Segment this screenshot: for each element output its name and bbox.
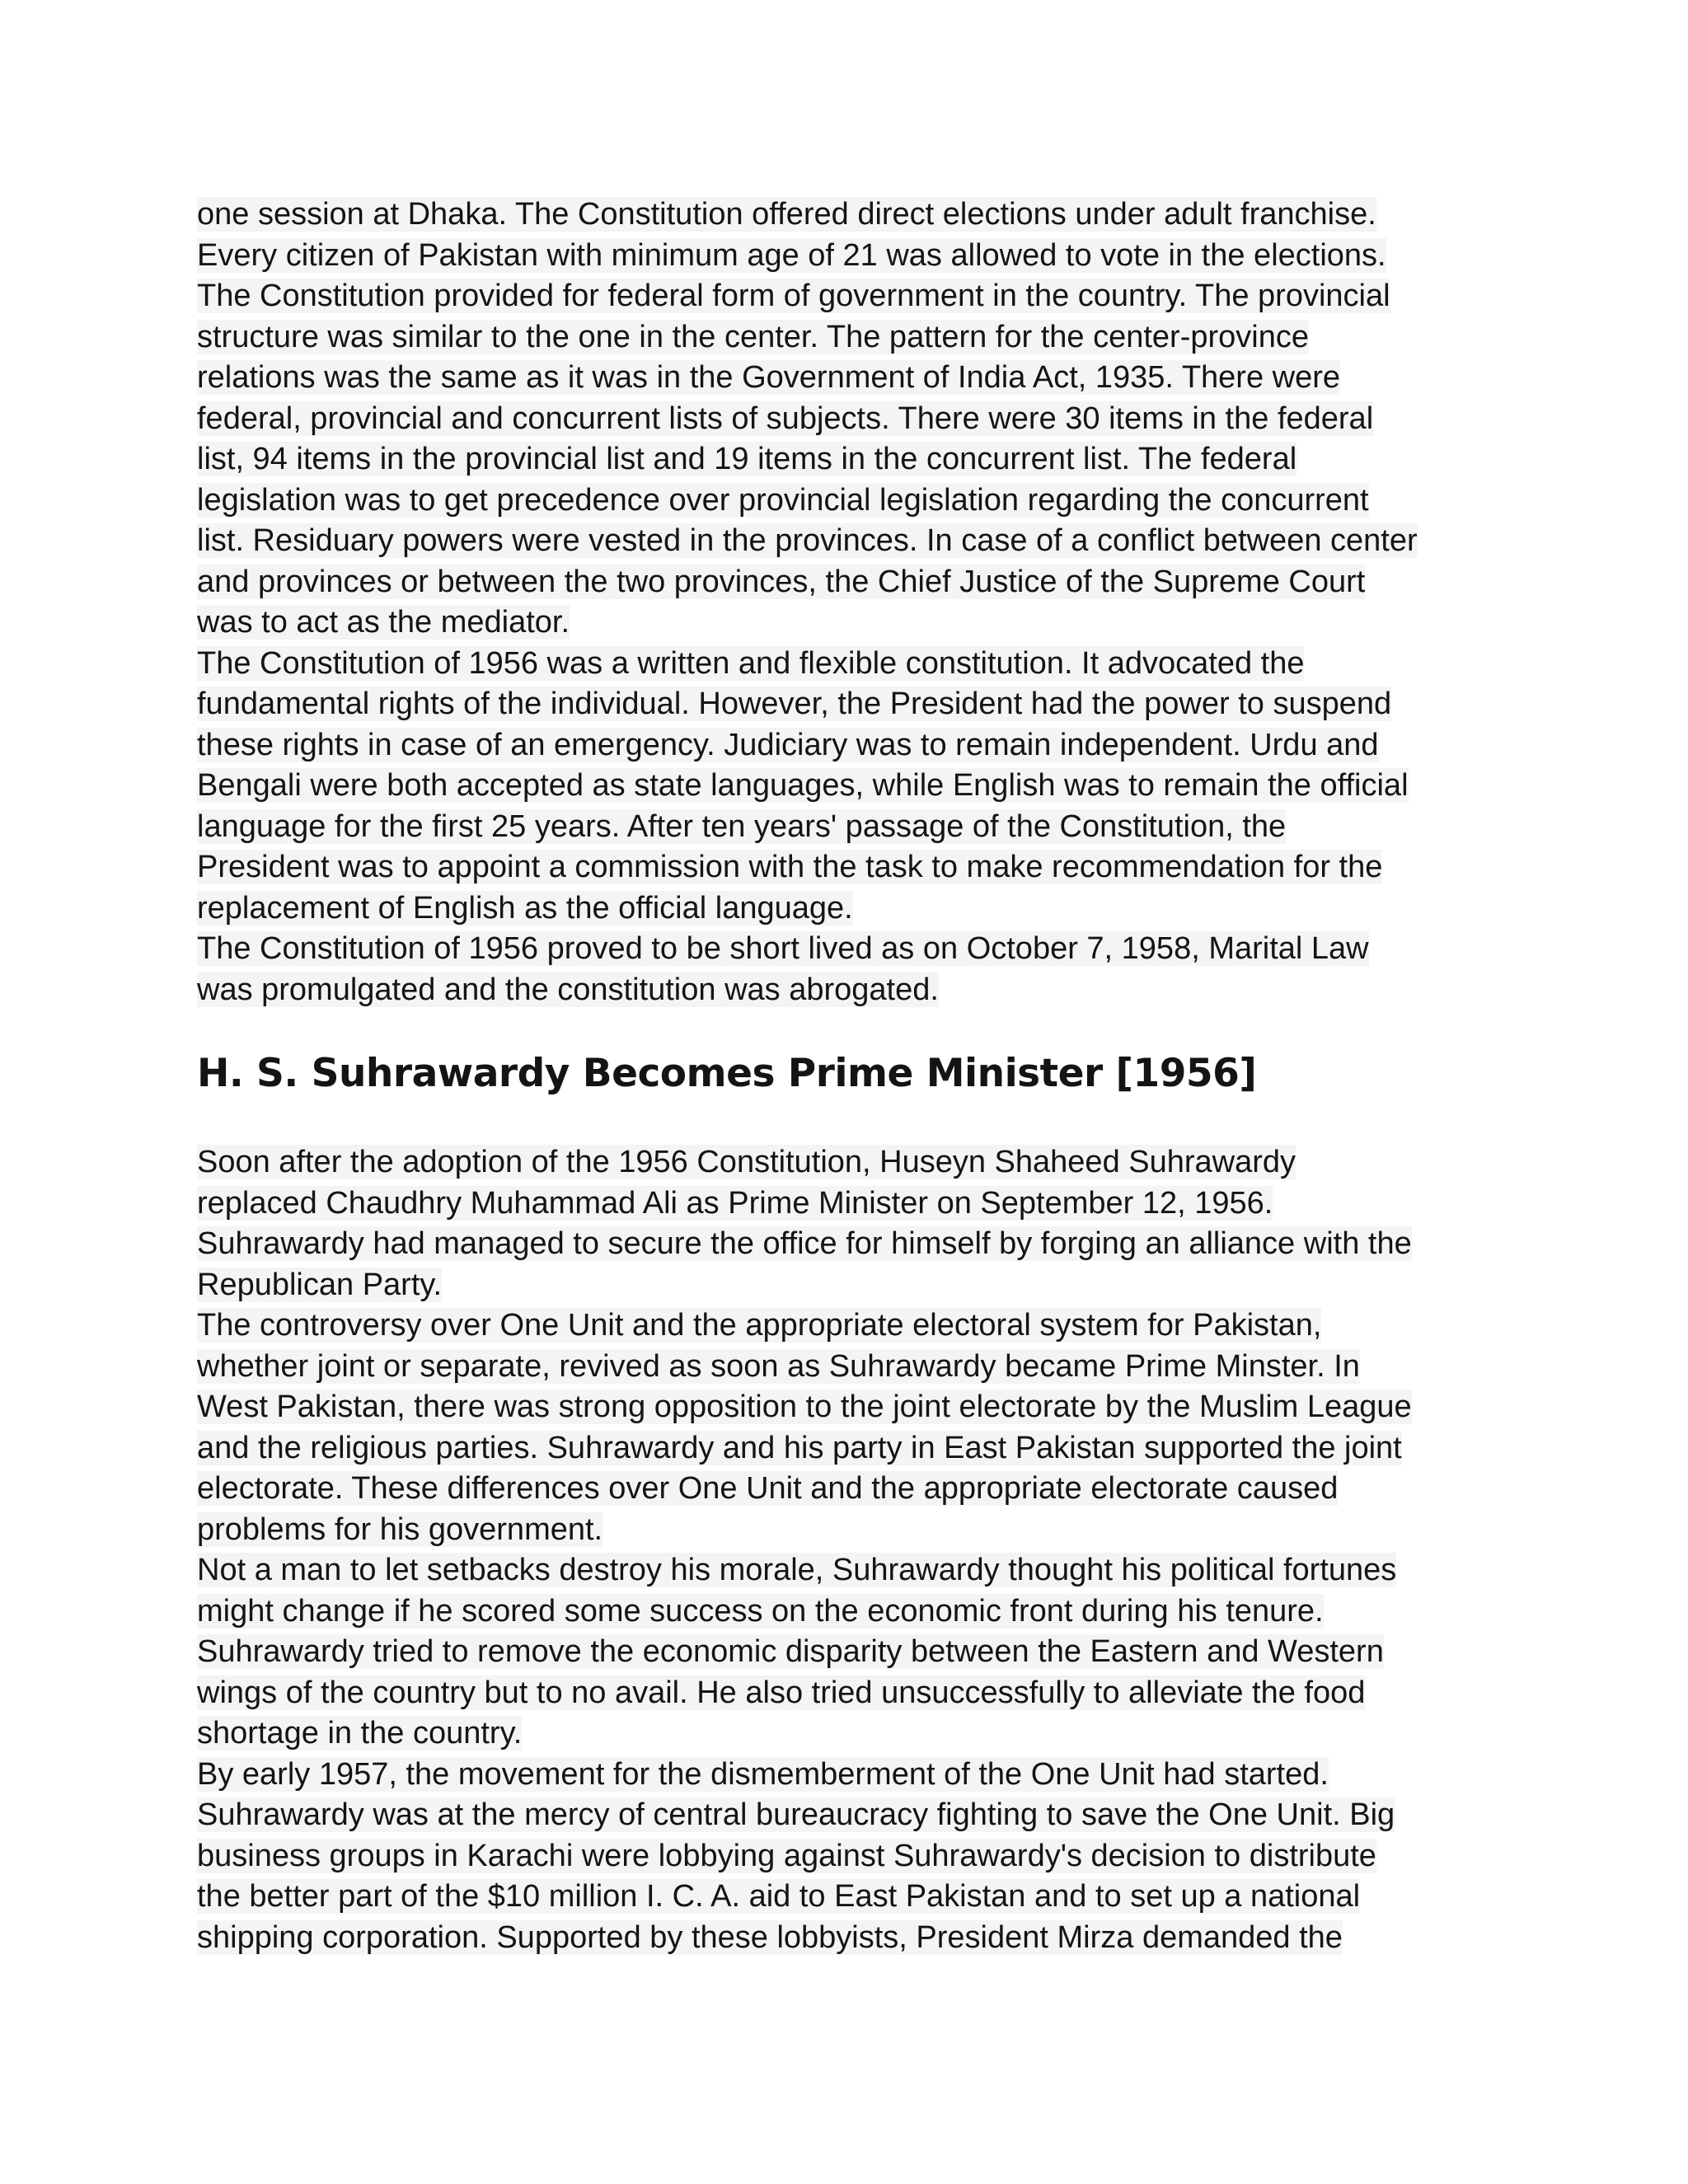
text-line xyxy=(197,1673,1516,1714)
text-line-content: shortage in the country. xyxy=(197,1716,523,1750)
text-line xyxy=(197,888,1516,930)
text-line xyxy=(197,1836,1516,1877)
text-line xyxy=(197,521,1516,562)
text-line-content: The controversy over One Unit and the appropriate electoral system for Pakistan, xyxy=(197,1308,1322,1343)
text-line-content: might change if he scored some success on the economic front during his tenure. xyxy=(197,1593,1324,1629)
text-line-content: list. Residuary powers were vested in the provinces. In case of a conflict between center xyxy=(197,523,1418,558)
text-line-content: business groups in Karachi were lobbying against Suhrawardy's decision to distribute xyxy=(197,1838,1376,1873)
text-line-content: President was to appoint a commission with the task to make recommendation for the xyxy=(197,850,1383,884)
text-line xyxy=(197,194,1516,236)
text-line xyxy=(197,1510,1516,1551)
text-line xyxy=(197,480,1516,522)
text-line xyxy=(197,1265,1516,1306)
text-line xyxy=(197,236,1516,277)
text-line-content: fundamental rights of the individual. However, the President had the power to suspend xyxy=(197,687,1392,721)
text-line xyxy=(197,1428,1516,1469)
text-line-content: these rights in case of an emergency. Judiciary was to remain independent. Urdu and xyxy=(197,727,1379,762)
text-line xyxy=(197,929,1516,970)
text-line xyxy=(197,358,1516,399)
text-line-content: one session at Dhaka. The Constitution offered direct elections under adult franchise. xyxy=(197,197,1376,232)
text-line xyxy=(197,1305,1516,1347)
text-line-content: relations was the same as it was in the Government of India Act, 1935. There were xyxy=(197,360,1341,395)
text-line-content: replaced Chaudhry Muhammad Ali as Prime Minister on September 12, 1956. xyxy=(197,1185,1273,1221)
text-line-content: electorate. These differences over One Unit and the appropriate electorate caused xyxy=(197,1471,1339,1506)
text-line xyxy=(197,1469,1516,1510)
text-line-content: The Constitution of 1956 proved to be short lived as on October 7, 1958, Marital Law xyxy=(197,931,1369,966)
text-line-content: and the religious parties. Suhrawardy and his party in East Pakistan supported the joint xyxy=(197,1430,1402,1465)
text-line xyxy=(197,1632,1516,1673)
text-line xyxy=(197,1795,1516,1836)
text-line-content: and provinces or between the two provinces, the Chief Justice of the Supreme Court xyxy=(197,564,1366,599)
text-line xyxy=(197,1918,1516,1959)
body-text-section-2 xyxy=(197,1142,1516,1958)
text-line xyxy=(197,766,1516,807)
text-line xyxy=(197,439,1516,480)
text-line-content: wings of the country but to no avail. He also tried unsuccessfully to alleviate the food xyxy=(197,1675,1366,1710)
text-line-content: shipping corporation. Supported by these lobbyists, President Mirza demanded the xyxy=(197,1919,1343,1955)
body-text-section-1 xyxy=(197,194,1516,1010)
text-line-content: The Constitution provided for federal form of government in the country. The provincial xyxy=(197,279,1390,313)
text-line-content: West Pakistan, there was strong opposition to the joint electorate by the Muslim League xyxy=(197,1390,1412,1424)
text-line xyxy=(197,725,1516,766)
text-line xyxy=(197,1755,1516,1796)
text-line-content: By early 1957, the movement for the dismemberment of the One Unit had started. xyxy=(197,1756,1329,1792)
text-line xyxy=(197,276,1516,317)
text-line xyxy=(197,1387,1516,1428)
text-line-content: was promulgated and the constitution was abrogated. xyxy=(197,972,939,1007)
text-line xyxy=(197,562,1516,603)
text-line-content: Republican Party. xyxy=(197,1267,443,1302)
text-line xyxy=(197,1877,1516,1918)
section-heading: H. S. Suhrawardy Becomes Prime Minister [1956] xyxy=(197,1051,1257,1096)
text-line xyxy=(197,1224,1516,1265)
text-line-content: Every citizen of Pakistan with minimum age of 21 was allowed to vote in the elections. xyxy=(197,237,1386,273)
text-line xyxy=(197,399,1516,440)
text-line xyxy=(197,807,1516,848)
text-line xyxy=(197,1347,1516,1388)
text-line-content: legislation was to get precedence over provincial legislation regarding the concurrent xyxy=(197,482,1369,518)
text-line xyxy=(197,602,1516,644)
text-line-content: Soon after the adoption of the 1956 Constitution, Huseyn Shaheed Suhrawardy xyxy=(197,1145,1296,1179)
text-line xyxy=(197,1591,1516,1633)
text-line-content: The Constitution of 1956 was a written and flexible constitution. It advocated the xyxy=(197,645,1305,681)
text-line xyxy=(197,1183,1516,1225)
text-line xyxy=(197,317,1516,359)
text-line xyxy=(197,1713,1516,1755)
text-line-content: structure was similar to the one in the center. The pattern for the center-province xyxy=(197,319,1309,354)
text-line xyxy=(197,644,1516,685)
text-line-content: the better part of the $10 million I. C. A. aid to East Pakistan and to set up a national xyxy=(197,1879,1361,1914)
text-line-content: Suhrawardy tried to remove the economic disparity between the Eastern and Western xyxy=(197,1634,1384,1669)
text-line xyxy=(197,970,1516,1011)
text-line-content: Suhrawardy had managed to secure the office for himself by forging an alliance with the xyxy=(197,1226,1412,1261)
text-line-content: federal, provincial and concurrent lists of subjects. There were 30 items in the federal xyxy=(197,401,1374,436)
text-line xyxy=(197,1142,1516,1183)
text-line-content: Suhrawardy was at the mercy of central bureaucracy fighting to save the One Unit. Big xyxy=(197,1797,1395,1832)
text-line-content: Not a man to let setbacks destroy his morale, Suhrawardy thought his political fortunes xyxy=(197,1553,1397,1587)
text-line-content: list, 94 items in the provincial list and 19 items in the concurrent list. The federal xyxy=(197,442,1297,476)
text-line-content: was to act as the mediator. xyxy=(197,605,570,640)
text-line-content: problems for his government. xyxy=(197,1511,603,1547)
text-line xyxy=(197,847,1516,888)
text-line-content: language for the first 25 years. After ten years' passage of the Constitution, the xyxy=(197,808,1287,844)
text-line-content: Bengali were both accepted as state languages, while English was to remain the official xyxy=(197,768,1409,803)
text-line-content: whether joint or separate, revived as soon as Suhrawardy became Prime Minster. In xyxy=(197,1348,1360,1384)
text-line xyxy=(197,1550,1516,1591)
text-line-content: replacement of English as the official language. xyxy=(197,890,853,926)
text-line xyxy=(197,684,1516,725)
